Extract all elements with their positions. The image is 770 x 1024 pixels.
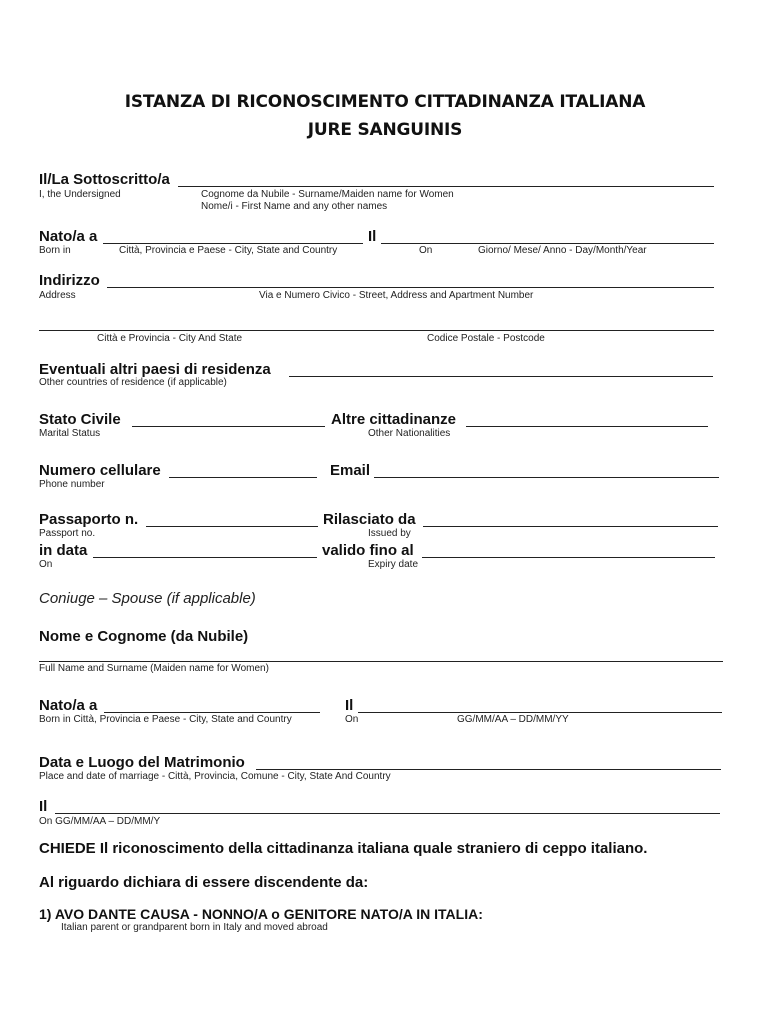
- expiry-date-sub: Expiry date: [368, 559, 419, 570]
- form-subtitle: JURE SANGUINIS: [307, 120, 463, 140]
- issued-by-field[interactable]: [423, 526, 718, 527]
- address-city-hint: Città e Provincia - City And State: [97, 333, 243, 344]
- other-nationalities-field[interactable]: [466, 426, 708, 427]
- passport-label: Passaporto n.: [39, 511, 139, 528]
- other-residence-label: Eventuali altri paesi di residenza: [39, 361, 271, 378]
- undersigned-firstname-hint: Nome/i - First Name and any other names: [201, 201, 388, 212]
- expiry-date-label: valido fino al: [322, 542, 414, 559]
- spouse-birth-date-field[interactable]: [358, 712, 722, 713]
- phone-label: Numero cellulare: [39, 462, 161, 479]
- ancestor-item-1-sub: Italian parent or grandparent born in Italy and moved abroad: [61, 922, 328, 933]
- passport-number-field[interactable]: [146, 526, 318, 527]
- marriage-date-sub: On GG/MM/AA – DD/MM/Y: [39, 816, 161, 827]
- spouse-name-label: Nome e Cognome (da Nubile): [39, 628, 249, 645]
- spouse-name-field[interactable]: [39, 661, 723, 662]
- spouse-birth-date-sub: On: [345, 714, 359, 725]
- other-nationalities-sub: Other Nationalities: [368, 428, 451, 439]
- descent-statement: Al riguardo dichiara di essere discendente da:: [39, 874, 369, 891]
- civil-status-label: Stato Civile: [39, 411, 121, 428]
- marriage-date-label: Il: [39, 798, 48, 815]
- birth-date-field[interactable]: [381, 243, 714, 244]
- birth-place-label: Nato/a a: [39, 228, 98, 245]
- spouse-birth-place-label: Nato/a a: [39, 697, 98, 714]
- undersigned-surname-hint: Cognome da Nubile - Surname/Maiden name for Women: [201, 189, 454, 200]
- marriage-sub: Place and date of marriage - Città, Provincia, Comune - City, State And Country: [39, 771, 391, 782]
- birth-date-label: Il: [368, 228, 377, 245]
- birth-place-field[interactable]: [103, 243, 363, 244]
- civil-status-field[interactable]: [132, 426, 325, 427]
- issue-date-label: in data: [39, 542, 88, 559]
- marriage-date-field[interactable]: [55, 813, 720, 814]
- other-residence-sub: Other countries of residence (if applicable): [39, 377, 227, 388]
- birth-place-hint: Città, Provincia e Paese - City, State and Country: [119, 245, 338, 256]
- other-residence-field[interactable]: [289, 376, 713, 377]
- address-label: Indirizzo: [39, 272, 100, 289]
- birth-date-sub: On: [419, 245, 433, 256]
- address-street-hint: Via e Numero Civico - Street, Address and Apartment Number: [259, 290, 534, 301]
- address-sub: Address: [39, 290, 76, 301]
- phone-sub: Phone number: [39, 479, 105, 490]
- marriage-label: Data e Luogo del Matrimonio: [39, 754, 245, 771]
- spouse-birth-place-field[interactable]: [104, 712, 320, 713]
- undersigned-sub: I, the Undersigned: [39, 189, 121, 200]
- passport-sub: Passport no.: [39, 528, 96, 539]
- spouse-name-sub: Full Name and Surname (Maiden name for Women): [39, 663, 269, 674]
- form-title: ISTANZA DI RICONOSCIMENTO CITTADINANZA ITALIANA: [124, 92, 646, 112]
- issued-by-label: Rilasciato da: [323, 511, 416, 528]
- issued-by-sub: Issued by: [368, 528, 411, 539]
- marriage-place-field[interactable]: [256, 769, 721, 770]
- phone-field[interactable]: [169, 477, 317, 478]
- issue-date-field[interactable]: [93, 557, 317, 558]
- birth-date-hint: Giorno/ Mese/ Anno - Day/Month/Year: [478, 245, 647, 256]
- undersigned-name-field[interactable]: [178, 186, 714, 187]
- civil-status-sub: Marital Status: [39, 428, 101, 439]
- spouse-birth-date-hint: GG/MM/AA – DD/MM/YY: [457, 714, 569, 725]
- undersigned-label: Il/La Sottoscritto/a: [39, 171, 170, 188]
- ancestor-item-1: 1) AVO DANTE CAUSA - NONNO/A o GENITORE NATO/A IN ITALIA:: [39, 906, 483, 922]
- address-city-field[interactable]: [39, 330, 714, 331]
- address-street-field[interactable]: [107, 287, 714, 288]
- spouse-heading: Coniuge – Spouse (if applicable): [39, 590, 256, 607]
- request-statement: CHIEDE Il riconoscimento della cittadinanza italiana quale straniero di ceppo italiano.: [39, 840, 648, 857]
- spouse-birth-place-sub: Born in Città, Provincia e Paese - City, State and Country: [39, 714, 292, 725]
- address-postcode-hint: Codice Postale - Postcode: [427, 333, 545, 344]
- email-label: Email: [330, 462, 371, 479]
- issue-date-sub: On: [39, 559, 53, 570]
- expiry-date-field[interactable]: [422, 557, 715, 558]
- other-nationalities-label: Altre cittadinanze: [331, 411, 457, 428]
- email-field[interactable]: [374, 477, 719, 478]
- birth-place-sub: Born in: [39, 245, 71, 256]
- spouse-birth-date-label: Il: [345, 697, 354, 714]
